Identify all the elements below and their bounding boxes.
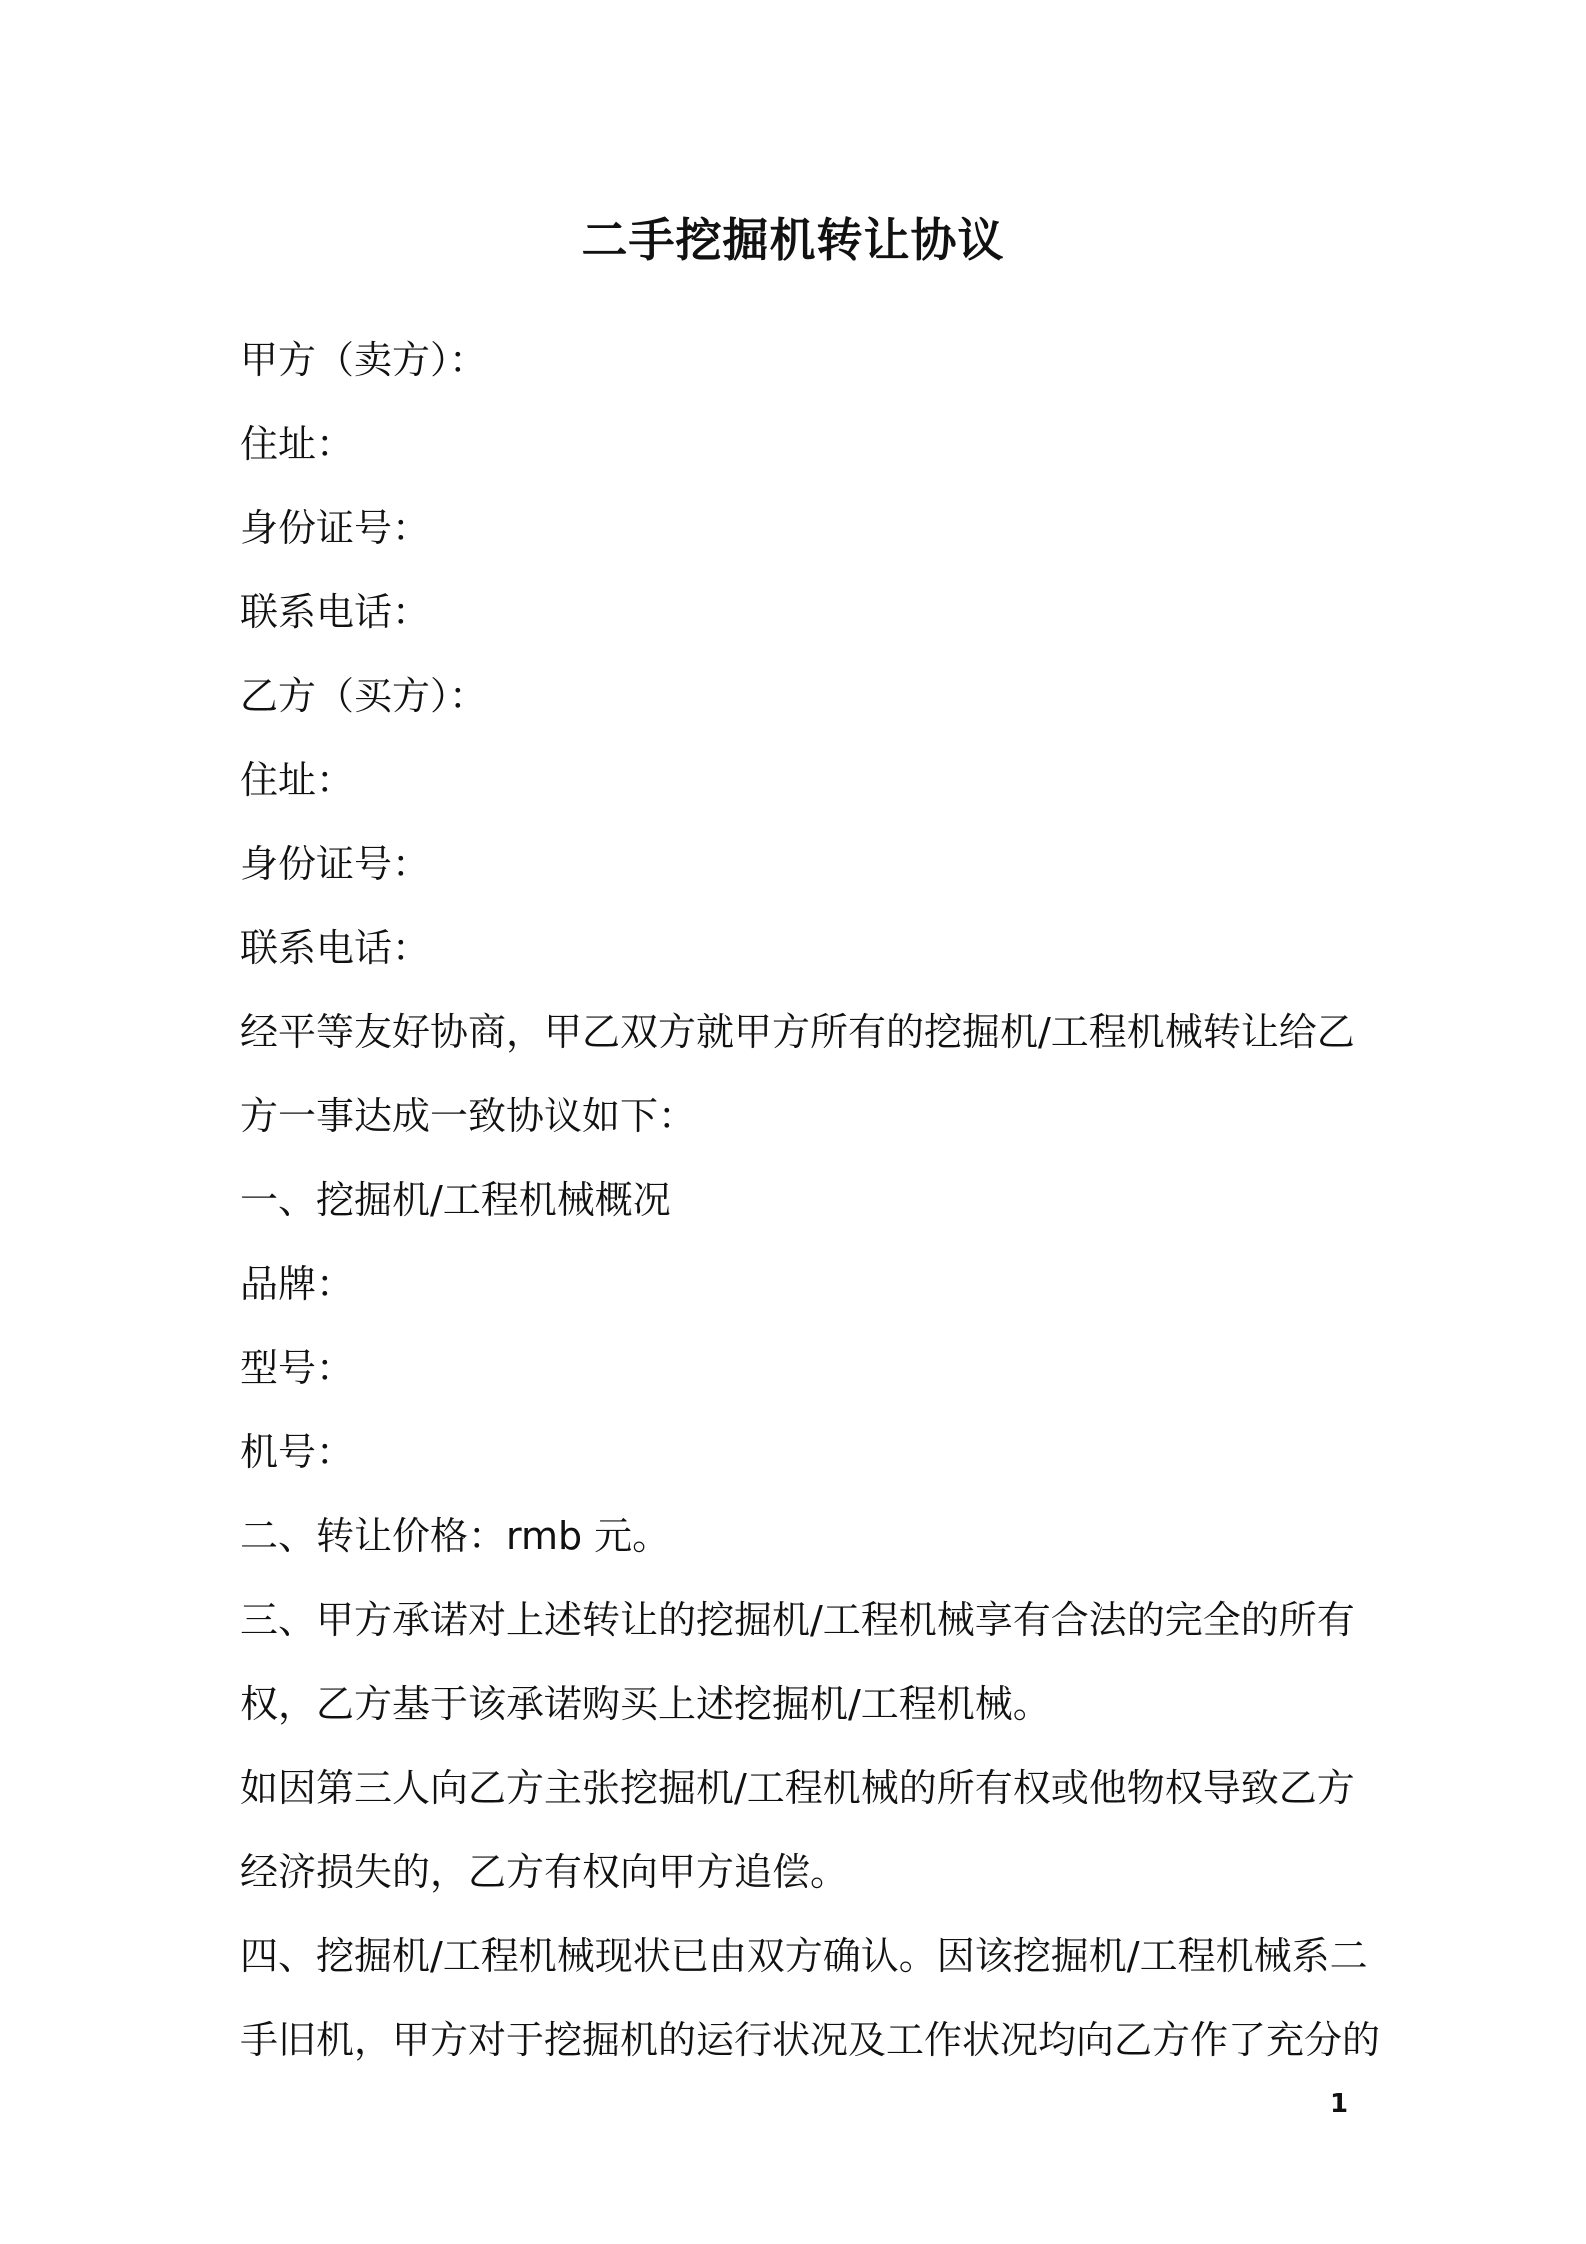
preamble-line-2: 方一事达成一致协议如下： (240, 1094, 697, 1138)
machine-number-label: 机号： (240, 1430, 355, 1474)
section-1-heading: 一、挖掘机/工程机械概况 (240, 1178, 671, 1222)
buyer-address-label: 住址： (240, 758, 355, 802)
buyer-id-label: 身份证号： (240, 842, 431, 886)
preamble-line-1: 经平等友好协商，甲乙双方就甲方所有的挖掘机/工程机械转让给乙 (240, 1010, 1355, 1054)
page-number: 1 (1330, 2089, 1349, 2119)
section-3-line-2: 权，乙方基于该承诺购买上述挖掘机/工程机械。 (240, 1682, 1051, 1726)
seller-address-label: 住址： (240, 422, 355, 466)
seller-id-label: 身份证号： (240, 506, 431, 550)
section-4-line-2: 手旧机，甲方对于挖掘机的运行状况及工作状况均向乙方作了充分的 (240, 2018, 1381, 2062)
section-4-line-1: 四、挖掘机/工程机械现状已由双方确认。因该挖掘机/工程机械系二 (240, 1934, 1368, 1978)
document-title: 二手挖掘机转让协议 (581, 213, 1005, 267)
seller-phone-label: 联系电话： (240, 590, 431, 634)
buyer-label: 乙方（买方）： (240, 674, 488, 718)
section-2-price: 二、转让价格：rmb 元。 (240, 1514, 671, 1558)
section-3-line-3: 如因第三人向乙方主张挖掘机/工程机械的所有权或他物权导致乙方 (240, 1766, 1355, 1810)
section-3-line-1: 三、甲方承诺对上述转让的挖掘机/工程机械享有合法的完全的所有 (240, 1598, 1355, 1642)
seller-label: 甲方（卖方）： (240, 338, 488, 382)
section-3-line-4: 经济损失的，乙方有权向甲方追偿。 (240, 1850, 849, 1894)
brand-label: 品牌： (240, 1262, 355, 1306)
model-label: 型号： (240, 1346, 355, 1390)
document-body (240, 318, 1381, 2082)
buyer-phone-label: 联系电话： (240, 926, 431, 970)
